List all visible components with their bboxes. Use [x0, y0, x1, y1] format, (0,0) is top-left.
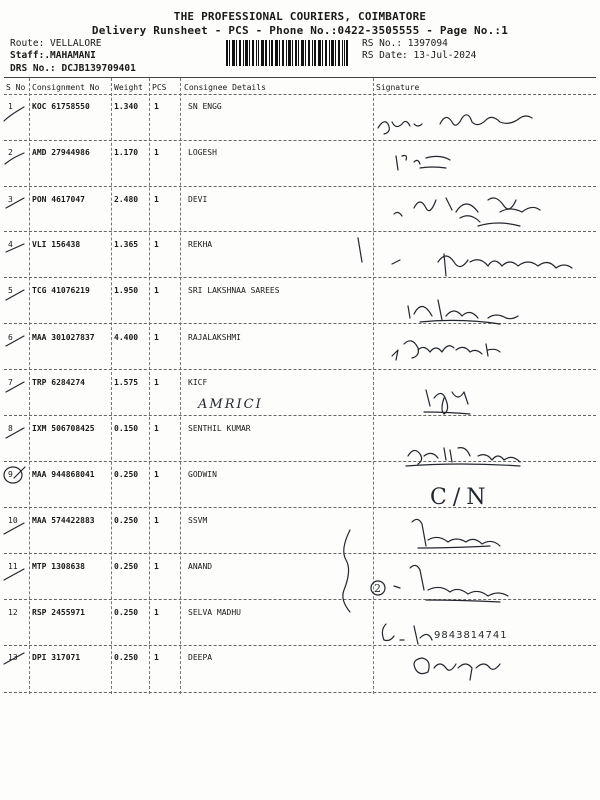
- row-pcs: 1: [154, 470, 159, 479]
- signature-row-11: [371, 565, 508, 602]
- row-consignment: VLI 156438: [32, 240, 81, 249]
- row-consignee: SSVM: [188, 516, 208, 525]
- row-pcs: 1: [154, 240, 159, 249]
- rs-date: RS Date: 13-Jul-2024: [362, 50, 477, 61]
- row-weight: 0.150: [114, 424, 139, 433]
- row-consignee: SRI LAKSHNAA SAREES: [188, 286, 280, 295]
- row-pcs: 1: [154, 608, 159, 617]
- row-consignment: MTP 1308638: [32, 562, 85, 571]
- row-sno: 5: [8, 286, 13, 295]
- row-consignee: RAJALAKSHMI: [188, 333, 241, 342]
- row-sno: 3: [8, 195, 13, 204]
- row-consignee: SENTHIL KUMAR: [188, 424, 251, 433]
- signature-row-12: [382, 624, 507, 644]
- row-sno: 8: [8, 424, 13, 433]
- company-title: THE PROFESSIONAL COURIERS, COIMBATORE: [173, 10, 427, 23]
- signature-row-10: [343, 519, 500, 612]
- row-consignee: REKHA: [188, 240, 213, 249]
- row-pcs: 1: [154, 148, 159, 157]
- signature-row-8: [406, 448, 520, 466]
- row-pcs: 1: [154, 195, 159, 204]
- row-pcs: 1: [154, 424, 159, 433]
- row-weight: 0.250: [114, 562, 139, 571]
- row-pcs: 1: [154, 286, 159, 295]
- row-consignment: MAA 301027837: [32, 333, 95, 342]
- row-consignee: KICF: [188, 378, 208, 387]
- row-pcs: 1: [154, 562, 159, 571]
- col-header-consignment: Consignment No: [32, 83, 100, 92]
- row-weight: 1.340: [114, 102, 139, 111]
- row-sno: 9: [8, 470, 13, 479]
- signature-row-13: [414, 658, 500, 680]
- row-sno: 12: [8, 608, 18, 617]
- row-weight: 4.400: [114, 333, 139, 342]
- signature-row-7: [197, 390, 470, 414]
- row-sno: 4: [8, 240, 13, 249]
- row-weight: 0.250: [114, 653, 139, 662]
- row-weight: 0.250: [114, 608, 139, 617]
- col-header-sno: S No: [6, 83, 26, 92]
- row-weight: 0.250: [114, 516, 139, 525]
- row-weight: 2.480: [114, 195, 139, 204]
- route-label: Route: VELLALORE: [10, 38, 102, 49]
- row-weight: 0.250: [114, 470, 139, 479]
- row-pcs: 1: [154, 333, 159, 342]
- row9-handwritten-sig: C/N: [430, 485, 492, 510]
- row-consignment: MAA 944868041: [32, 470, 95, 479]
- row-sno: 6: [8, 333, 13, 342]
- signature-row-4: [358, 238, 572, 276]
- row-consignment: TCG 41076219: [32, 286, 90, 295]
- signature-row-3: [394, 198, 540, 226]
- drs-number: DRS No.: DCJB139709401: [10, 63, 136, 74]
- row-weight: 1.950: [114, 286, 139, 295]
- col-header-weight: Weight: [114, 83, 143, 92]
- row-pcs: 1: [154, 653, 159, 662]
- row-weight: 1.575: [114, 378, 139, 387]
- col-header-consignee: Consignee Details: [184, 83, 266, 92]
- row-sno: 13: [8, 653, 18, 662]
- row12-handwritten-phone: 9843814741: [434, 630, 508, 641]
- signature-row-5: [408, 300, 518, 324]
- col-header-signature: Signature: [376, 83, 420, 92]
- runsheet-subtitle: Delivery Runsheet - PCS - Phone No.:0422-3505555 - Page No.:1: [91, 24, 509, 37]
- row-consignee: DEVI: [188, 195, 208, 204]
- row-sno: 1: [8, 102, 13, 111]
- row7-handwritten-note: AMRICI: [198, 397, 263, 412]
- rs-number: RS No.: 1397094: [362, 38, 448, 49]
- row-sno: 2: [8, 148, 13, 157]
- row-consignee: DEEPA: [188, 653, 213, 662]
- signature-row-9: [430, 485, 492, 510]
- row11-circled-mark: 2: [374, 582, 381, 595]
- row-sno: 10: [8, 516, 18, 525]
- row-pcs: 1: [154, 378, 159, 387]
- row-consignment: AMD 27944986: [32, 148, 90, 157]
- row-consignee: SN ENGG: [188, 102, 222, 111]
- row-consignment: KOC 61758550: [32, 102, 90, 111]
- col-header-pcs: PCS: [152, 83, 167, 92]
- staff-label: Staff:.MAHAMANI: [10, 50, 96, 61]
- signature-row-1: [378, 115, 532, 134]
- row-consignment: PON 4617047: [32, 195, 85, 204]
- row-consignment: MAA 574422883: [32, 516, 95, 525]
- row-pcs: 1: [154, 516, 159, 525]
- row-weight: 1.365: [114, 240, 139, 249]
- row-consignment: DPI 317071: [32, 653, 81, 662]
- signature-row-2: [396, 156, 450, 171]
- row-weight: 1.170: [114, 148, 139, 157]
- row-consignee: ANAND: [188, 562, 213, 571]
- row-sno: 11: [8, 562, 18, 571]
- signature-row-6: [392, 341, 500, 360]
- row-consignment: IXM 506708425: [32, 424, 95, 433]
- row-consignee: LOGESH: [188, 148, 217, 157]
- row-consignee: GODWIN: [188, 470, 217, 479]
- row-consignee: SELVA MADHU: [188, 608, 241, 617]
- row-pcs: 1: [154, 102, 159, 111]
- row-sno: 7: [8, 378, 13, 387]
- row-consignment: TRP 6284274: [32, 378, 85, 387]
- row-consignment: RSP 2455971: [32, 608, 85, 617]
